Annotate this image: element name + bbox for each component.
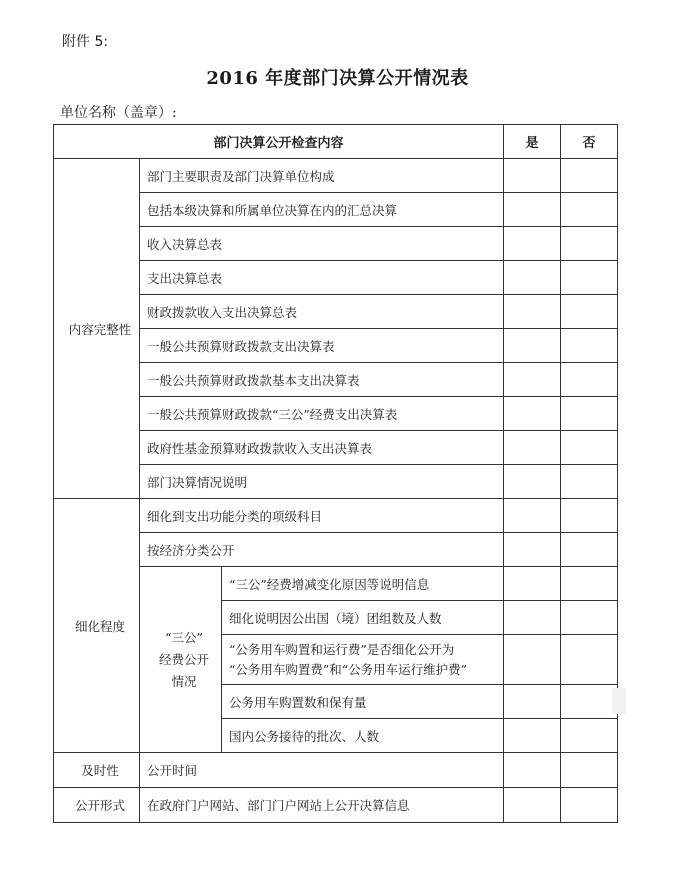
sub-category-three-public xyxy=(140,567,222,753)
header-content: 部门决算公开检查内容 xyxy=(54,125,504,159)
yes-cell[interactable] xyxy=(504,788,561,823)
item-label: 按经济分类公开 xyxy=(140,533,504,567)
no-cell[interactable] xyxy=(561,193,618,227)
no-cell[interactable] xyxy=(561,295,618,329)
sub-category-line: 经费公开 xyxy=(158,651,209,667)
yes-cell[interactable] xyxy=(504,567,561,601)
header-yes: 是 xyxy=(504,125,561,159)
unit-name-label: 单位名称（盖章）: xyxy=(60,105,177,121)
yes-cell[interactable] xyxy=(504,159,561,193)
item-label: 一般公共预算财政拨款支出决算表 xyxy=(140,329,504,363)
no-cell[interactable] xyxy=(561,227,618,261)
category-timeliness: 及时性 xyxy=(54,753,140,788)
yes-cell[interactable] xyxy=(504,363,561,397)
category-completeness: 内容完整性 xyxy=(54,159,140,499)
sub-item-line: “公务用车购置费”和“公务用车运行维护费” xyxy=(229,661,468,677)
no-cell[interactable] xyxy=(561,159,618,193)
item-label: 财政拨款收入支出决算总表 xyxy=(140,295,504,329)
item-label: 公开时间 xyxy=(140,753,504,788)
no-cell[interactable] xyxy=(561,329,618,363)
sub-item-label: “三公”经费增减变化原因等说明信息 xyxy=(222,567,504,601)
sub-item-label: 国内公务接待的批次、人数 xyxy=(222,719,504,753)
yes-cell[interactable] xyxy=(504,533,561,567)
yes-cell[interactable] xyxy=(504,227,561,261)
no-cell[interactable] xyxy=(561,567,618,601)
no-cell[interactable] xyxy=(561,685,618,719)
no-cell[interactable] xyxy=(561,397,618,431)
yes-cell[interactable] xyxy=(504,431,561,465)
yes-cell[interactable] xyxy=(504,465,561,499)
item-label: 支出决算总表 xyxy=(140,261,504,295)
scan-blemish xyxy=(612,688,626,714)
yes-cell[interactable] xyxy=(504,329,561,363)
no-cell[interactable] xyxy=(561,363,618,397)
sub-item-line: “公务用车购置和运行费”是否细化公开为 xyxy=(229,641,455,657)
attachment-label: 附件 5: xyxy=(62,34,109,50)
no-cell[interactable] xyxy=(561,601,618,635)
yes-cell[interactable] xyxy=(504,295,561,329)
item-label: 部门主要职责及部门决算单位构成 xyxy=(140,159,504,193)
no-cell[interactable] xyxy=(561,261,618,295)
sub-category-line: 情况 xyxy=(171,673,197,689)
no-cell[interactable] xyxy=(561,788,618,823)
sub-item-label: 公务用车购置数和保有量 xyxy=(222,685,504,719)
sub-item-label: 细化说明因公出国（境）团组数及人数 xyxy=(222,601,504,635)
category-detail: 细化程度 xyxy=(54,499,140,753)
yes-cell[interactable] xyxy=(504,193,561,227)
yes-cell[interactable] xyxy=(504,719,561,753)
sub-item-label-two-line xyxy=(222,635,504,685)
item-label: 一般公共预算财政拨款“三公”经费支出决算表 xyxy=(140,397,504,431)
table-row xyxy=(54,753,618,788)
item-label: 包括本级决算和所属单位决算在内的汇总决算 xyxy=(140,193,504,227)
page-title: 2016 年度部门决算公开情况表 xyxy=(206,68,469,89)
yes-cell[interactable] xyxy=(504,261,561,295)
item-label: 细化到支出功能分类的项级科目 xyxy=(140,499,504,533)
item-label: 政府性基金预算财政拨款收入支出决算表 xyxy=(140,431,504,465)
no-cell[interactable] xyxy=(561,499,618,533)
no-cell[interactable] xyxy=(561,533,618,567)
table-row xyxy=(54,788,618,823)
table-row xyxy=(54,499,618,533)
disclosure-check-table xyxy=(53,124,618,823)
yes-cell[interactable] xyxy=(504,397,561,431)
category-form: 公开形式 xyxy=(54,788,140,823)
no-cell[interactable] xyxy=(561,753,618,788)
yes-cell[interactable] xyxy=(504,601,561,635)
item-label: 收入决算总表 xyxy=(140,227,504,261)
yes-cell[interactable] xyxy=(504,685,561,719)
yes-cell[interactable] xyxy=(504,753,561,788)
yes-cell[interactable] xyxy=(504,635,561,685)
no-cell[interactable] xyxy=(561,431,618,465)
item-label: 部门决算情况说明 xyxy=(140,465,504,499)
sub-category-line: “三公” xyxy=(165,629,203,645)
no-cell[interactable] xyxy=(561,465,618,499)
table-header-row xyxy=(54,125,618,159)
yes-cell[interactable] xyxy=(504,499,561,533)
table-row xyxy=(54,159,618,193)
no-cell[interactable] xyxy=(561,719,618,753)
item-label: 一般公共预算财政拨款基本支出决算表 xyxy=(140,363,504,397)
no-cell[interactable] xyxy=(561,635,618,685)
header-no: 否 xyxy=(561,125,618,159)
item-label: 在政府门户网站、部门门户网站上公开决算信息 xyxy=(140,788,504,823)
